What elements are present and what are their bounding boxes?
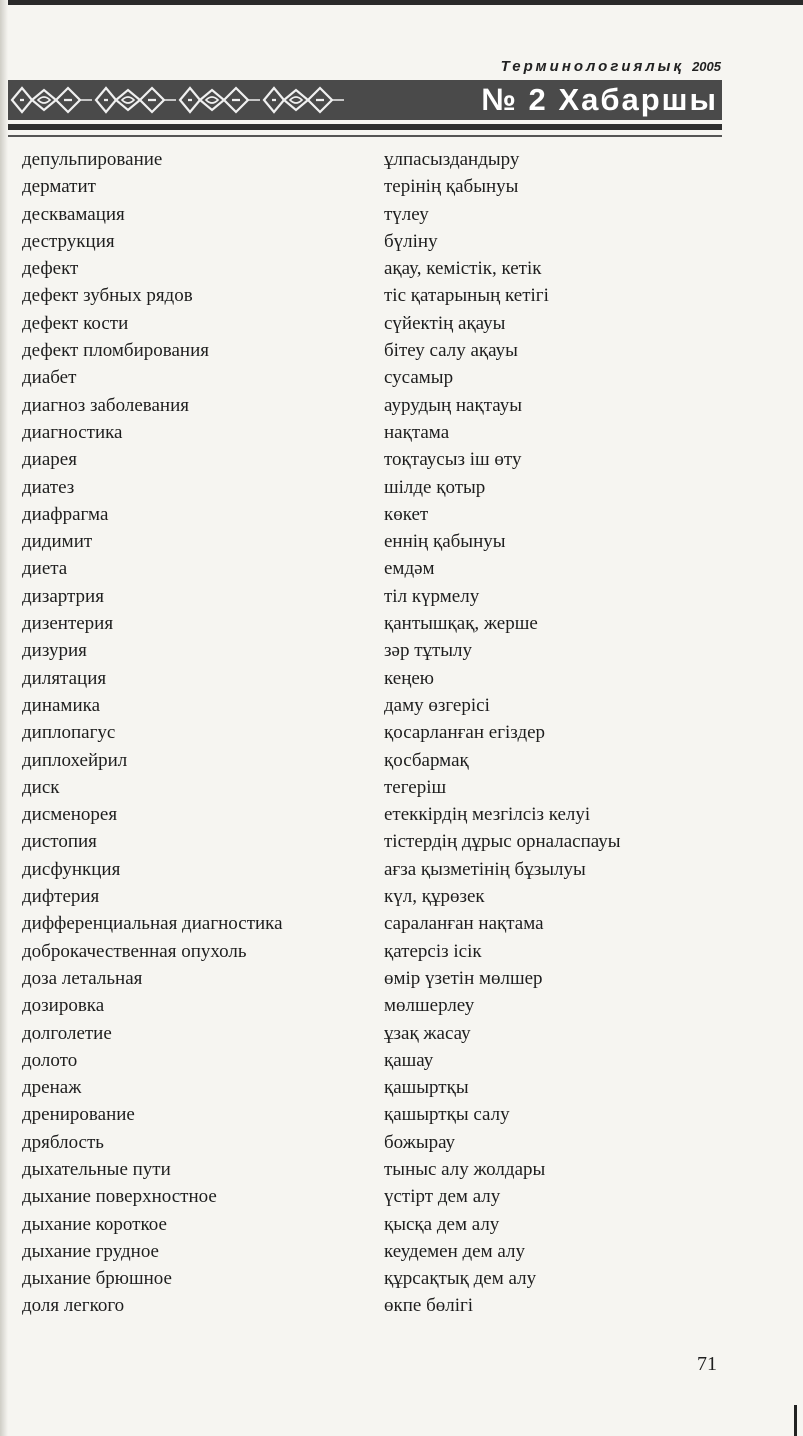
journal-name-line1: Терминологиялық — [500, 58, 685, 75]
glossary-row — [22, 1047, 722, 1074]
glossary-row — [22, 337, 722, 364]
term-russian: дифтерия — [22, 886, 100, 908]
glossary-row — [22, 910, 722, 937]
term-kazakh: ақау, кемістік, кетік — [384, 258, 542, 280]
term-russian: дозировка — [22, 995, 105, 1017]
glossary-row — [22, 965, 722, 992]
term-kazakh: кеудемен дем алу — [384, 1240, 525, 1262]
term-russian: дистопия — [22, 831, 97, 853]
term-kazakh: сүйектің ақауы — [384, 312, 506, 334]
term-russian: депульпирование — [22, 149, 163, 170]
glossary-row — [22, 665, 722, 692]
glossary-row — [22, 856, 722, 883]
term-russian: дренаж — [22, 1077, 82, 1099]
glossary-row — [22, 146, 722, 173]
term-russian: долото — [22, 1049, 78, 1071]
term-kazakh: сараланған нақтама — [384, 913, 544, 935]
term-russian: дефект зубных рядов — [22, 285, 193, 307]
glossary-row — [22, 392, 722, 419]
glossary-row — [22, 719, 722, 746]
journal-header-line — [501, 58, 721, 75]
issue-number: № 2 — [481, 82, 548, 117]
term-russian: дидимит — [22, 531, 93, 553]
glossary-row — [22, 1211, 722, 1238]
glossary-row — [22, 501, 722, 528]
glossary-row — [22, 883, 722, 910]
header-banner — [8, 80, 722, 120]
term-russian: динамика — [22, 694, 101, 716]
journal-year: 2005 — [692, 59, 721, 74]
glossary-row — [22, 555, 722, 582]
term-kazakh: үстірт дем алу — [384, 1186, 501, 1208]
page-right-edge — [794, 1405, 797, 1436]
glossary-row — [22, 419, 722, 446]
term-kazakh: қашыртқы салу — [384, 1104, 510, 1126]
glossary-row — [22, 1292, 722, 1319]
term-russian: дыхание поверхностное — [22, 1186, 217, 1208]
glossary-row — [22, 583, 722, 610]
glossary-row — [22, 1101, 722, 1128]
term-kazakh: қосбармақ — [384, 749, 469, 771]
term-kazakh: тегеріш — [384, 776, 447, 798]
glossary-row — [22, 637, 722, 664]
glossary-row — [22, 1238, 722, 1265]
term-russian: дряблость — [22, 1131, 104, 1153]
term-kazakh: өмір үзетін мөлшер — [384, 967, 543, 989]
term-russian: дыхание короткое — [22, 1213, 167, 1235]
term-kazakh: кеңею — [384, 667, 434, 689]
ornament-motif — [96, 88, 176, 112]
banner-title — [481, 80, 718, 120]
glossary-row — [22, 692, 722, 719]
term-kazakh: тіл күрмелу — [384, 585, 480, 607]
term-kazakh: қысқа дем алу — [384, 1213, 500, 1235]
term-russian: диета — [22, 558, 68, 580]
term-kazakh: қашыртқы — [384, 1077, 469, 1099]
term-russian: диафрагма — [22, 503, 109, 525]
term-russian: доля легкого — [22, 1295, 125, 1317]
term-kazakh: қатерсіз ісік — [384, 940, 482, 962]
glossary-row — [22, 610, 722, 637]
term-russian: диабет — [22, 367, 77, 389]
term-russian: дренирование — [22, 1104, 135, 1126]
page-top-edge — [0, 0, 803, 12]
term-russian: доброкачественная опухоль — [22, 940, 247, 962]
glossary-row — [22, 1020, 722, 1047]
ornament-motif — [12, 88, 92, 112]
glossary-row — [22, 774, 722, 801]
term-kazakh: ағза қызметінің бұзылуы — [384, 858, 586, 880]
term-russian: диарея — [22, 449, 77, 471]
term-kazakh: бүліну — [384, 230, 438, 252]
page-left-edge — [0, 0, 8, 1436]
term-russian: долголетие — [22, 1022, 112, 1044]
term-russian: дыхание грудное — [22, 1240, 159, 1262]
term-kazakh: емдәм — [384, 558, 435, 580]
ornament-motif — [180, 88, 260, 112]
term-kazakh: аурудың нақтауы — [384, 394, 522, 416]
term-russian: десквамация — [22, 203, 125, 225]
term-russian: диплохейрил — [22, 749, 128, 771]
term-russian: диск — [22, 776, 60, 798]
term-russian: деструкция — [22, 230, 115, 252]
term-russian: дыхательные пути — [22, 1158, 171, 1180]
term-kazakh: түлеу — [384, 203, 429, 225]
term-kazakh: күл, құрөзек — [384, 886, 485, 908]
ornament-motif — [264, 88, 344, 112]
term-russian: диатез — [22, 476, 75, 498]
term-kazakh: қосарланған егіздер — [384, 722, 546, 744]
term-kazakh: ұлпасыздандыру — [384, 149, 520, 170]
term-russian: дисфункция — [22, 858, 121, 880]
term-kazakh: тыныс алу жолдары — [384, 1158, 546, 1180]
glossary-row — [22, 1265, 722, 1292]
term-russian: дилятация — [22, 667, 107, 689]
term-russian: дисменорея — [22, 804, 118, 826]
term-kazakh: тоқтаусыз іш өту — [384, 449, 522, 471]
term-kazakh: бітеу салу ақауы — [384, 340, 518, 362]
glossary-row — [22, 282, 722, 309]
term-kazakh: мөлшерлеу — [384, 995, 475, 1017]
glossary-row — [22, 364, 722, 391]
term-kazakh: даму өзгерісі — [384, 694, 490, 716]
term-russian: диплопагус — [22, 722, 116, 744]
glossary-row — [22, 747, 722, 774]
term-russian: диагностика — [22, 421, 123, 443]
glossary-row — [22, 992, 722, 1019]
glossary-row — [22, 828, 722, 855]
term-kazakh: қашау — [384, 1049, 434, 1071]
glossary-row — [22, 310, 722, 337]
glossary-row — [22, 1156, 722, 1183]
page-number: 71 — [697, 1353, 717, 1375]
glossary-row — [22, 173, 722, 200]
glossary-list — [22, 146, 722, 1320]
glossary-row — [22, 255, 722, 282]
term-russian: дыхание брюшное — [22, 1268, 172, 1290]
glossary-row — [22, 528, 722, 555]
glossary-row — [22, 474, 722, 501]
glossary-row — [22, 1183, 722, 1210]
header-rule-thin — [8, 135, 722, 137]
term-russian: дизартрия — [22, 585, 104, 607]
term-kazakh: етеккірдің мезгілсіз келуі — [384, 804, 591, 826]
term-kazakh: құрсақтық дем алу — [384, 1268, 537, 1290]
term-russian: дефект кости — [22, 312, 129, 334]
glossary-row — [22, 228, 722, 255]
glossary-row — [22, 1074, 722, 1101]
term-kazakh: тістердің дұрыс орналаспауы — [384, 831, 621, 853]
term-kazakh: зәр тұтылу — [384, 640, 473, 662]
term-russian: дефект пломбирования — [22, 340, 209, 362]
term-russian: дифференциальная диагностика — [22, 913, 283, 935]
header-rule-thick — [8, 124, 722, 130]
term-kazakh: қантышқақ, жерше — [384, 613, 538, 635]
term-russian: доза летальная — [22, 967, 143, 989]
term-kazakh: нақтама — [384, 421, 450, 443]
term-kazakh: көкет — [384, 503, 429, 525]
glossary-row — [22, 201, 722, 228]
glossary-row — [22, 801, 722, 828]
term-kazakh: терінің қабынуы — [384, 176, 519, 198]
term-russian: дизурия — [22, 640, 87, 662]
term-russian: дефект — [22, 258, 79, 280]
glossary-row — [22, 446, 722, 473]
term-kazakh: ұзақ жасау — [384, 1022, 471, 1044]
term-russian: дизентерия — [22, 613, 114, 635]
glossary-row — [22, 938, 722, 965]
term-kazakh: еннің қабынуы — [384, 531, 506, 553]
term-kazakh: божырау — [384, 1131, 456, 1153]
journal-title: Хабаршы — [558, 82, 718, 117]
glossary-row — [22, 1129, 722, 1156]
term-russian: диагноз заболевания — [22, 394, 189, 416]
term-kazakh: сусамыр — [384, 367, 454, 389]
ornament-pattern-icon — [8, 80, 368, 120]
term-kazakh: өкпе бөлігі — [384, 1295, 474, 1317]
term-kazakh: шілде қотыр — [384, 476, 486, 498]
term-kazakh: тіс қатарының кетігі — [384, 285, 549, 307]
term-russian: дерматит — [22, 176, 96, 198]
